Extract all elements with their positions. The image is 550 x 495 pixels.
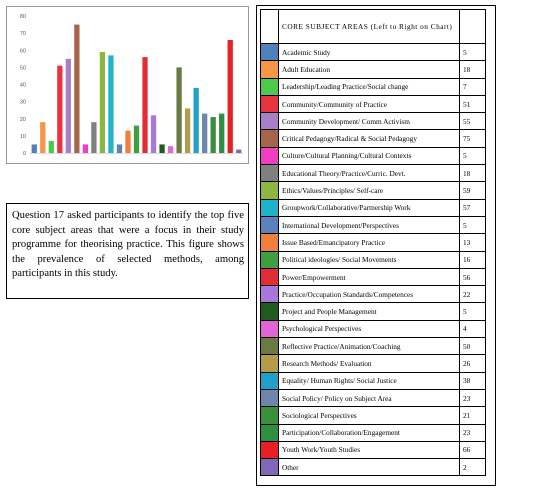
legend-label: Psychological Perspectives xyxy=(279,320,460,337)
legend-swatch-cell xyxy=(261,355,279,372)
bar-1 xyxy=(32,144,37,153)
legend-swatch xyxy=(261,200,278,216)
legend-label: Educational Theory/Practice/Curric. Devt. xyxy=(279,165,460,182)
legend-row xyxy=(261,182,486,199)
y-tick-label: 20 xyxy=(19,116,26,123)
legend-value: 22 xyxy=(460,286,486,303)
legend-swatch-cell xyxy=(261,251,279,268)
legend-label: Groupwork/Collaborative/Partnership Work xyxy=(279,199,460,216)
legend-label: Political ideologies/ Social Movements xyxy=(279,251,460,268)
legend-label: Adult Education xyxy=(279,61,460,78)
legend-row xyxy=(261,407,486,424)
legend-label: Critical Pedagogy/Radical & Social Pedagogy xyxy=(279,130,460,147)
legend-label: Youth Work/Youth Studies xyxy=(279,441,460,458)
legend-row xyxy=(261,147,486,164)
legend-label: Culture/Cultural Planning/Cultural Contexts xyxy=(279,147,460,164)
legend-value: 5 xyxy=(460,147,486,164)
legend-label: International Development/Perspectives xyxy=(279,216,460,233)
y-tick-label: 0 xyxy=(22,151,26,157)
legend-swatch-cell xyxy=(261,320,279,337)
legend-value: 4 xyxy=(460,320,486,337)
y-tick-label: 30 xyxy=(19,99,26,106)
legend-swatch-cell xyxy=(261,268,279,285)
legend-value: 5 xyxy=(460,216,486,233)
legend-row xyxy=(261,61,486,78)
legend-row xyxy=(261,113,486,130)
bar-9 xyxy=(100,52,105,153)
legend-swatch xyxy=(261,459,278,475)
legend-swatch xyxy=(261,79,278,95)
legend-swatch-cell xyxy=(261,389,279,406)
legend-swatch-cell xyxy=(261,372,279,389)
bar-3 xyxy=(49,141,54,153)
bar-13 xyxy=(134,126,139,153)
legend-label: Other xyxy=(279,459,460,476)
legend-row xyxy=(261,303,486,320)
legend-label: Power/Empowerment xyxy=(279,268,460,285)
bar-7 xyxy=(83,144,88,153)
legend-row xyxy=(261,424,486,441)
legend-value: 57 xyxy=(460,199,486,216)
bar-8 xyxy=(91,122,96,153)
legend-swatch-cell xyxy=(261,459,279,476)
y-tick-label: 10 xyxy=(19,133,26,140)
legend-swatch-cell xyxy=(261,147,279,164)
legend-value: 16 xyxy=(460,251,486,268)
legend-value: 50 xyxy=(460,338,486,355)
legend-swatch-cell xyxy=(261,130,279,147)
legend-value: 55 xyxy=(460,113,486,130)
legend-swatch xyxy=(261,234,278,250)
legend-row xyxy=(261,338,486,355)
legend-swatch xyxy=(261,338,278,354)
y-tick-label: 60 xyxy=(19,48,26,55)
legend-label: Reflective Practice/Animation/Coaching xyxy=(279,338,460,355)
legend-swatch-cell xyxy=(261,78,279,95)
legend-swatch-cell xyxy=(261,286,279,303)
legend-swatch-cell xyxy=(261,424,279,441)
legend-swatch-cell xyxy=(261,44,279,61)
legend-label: Research Methods/ Evaluation xyxy=(279,355,460,372)
legend-label: Academic Study xyxy=(279,44,460,61)
legend-row xyxy=(261,251,486,268)
legend-swatch xyxy=(261,286,278,302)
legend-swatch xyxy=(261,303,278,319)
legend-swatch xyxy=(261,442,278,458)
legend-swatch xyxy=(261,425,278,441)
legend-value: 2 xyxy=(460,459,486,476)
legend-value: 56 xyxy=(460,268,486,285)
legend-value: 5 xyxy=(460,303,486,320)
y-tick-label: 40 xyxy=(19,82,26,89)
legend-row xyxy=(261,441,486,458)
legend-swatch-cell xyxy=(261,234,279,251)
legend-value: 75 xyxy=(460,130,486,147)
legend-swatch-cell xyxy=(261,113,279,130)
legend-row xyxy=(261,286,486,303)
legend-swatch xyxy=(261,130,278,146)
legend-swatch-cell xyxy=(261,95,279,112)
legend-swatch xyxy=(261,61,278,77)
legend-row xyxy=(261,372,486,389)
legend-swatch-cell xyxy=(261,61,279,78)
bar-11 xyxy=(117,144,122,153)
bar-18 xyxy=(176,67,181,153)
legend-row xyxy=(261,216,486,233)
legend-swatch xyxy=(261,355,278,371)
legend-value: 23 xyxy=(460,389,486,406)
legend-value: 59 xyxy=(460,182,486,199)
legend-value: 38 xyxy=(460,372,486,389)
legend-swatch xyxy=(261,44,278,60)
legend-label: Project and People Management xyxy=(279,303,460,320)
legend-swatch xyxy=(261,269,278,285)
legend-label: Participation/Collaboration/Engagement xyxy=(279,424,460,441)
bar-12 xyxy=(125,131,130,153)
legend-swatch-cell xyxy=(261,165,279,182)
legend-swatch-cell xyxy=(261,199,279,216)
legend-header: CORE SUBJECT AREAS (Left to Right on Chart) xyxy=(279,10,460,44)
legend-value: 51 xyxy=(460,95,486,112)
legend-swatch-cell xyxy=(261,303,279,320)
bar-25 xyxy=(236,150,241,153)
legend-row xyxy=(261,459,486,476)
legend-label: Community/Community of Practice xyxy=(279,95,460,112)
legend-swatch-cell xyxy=(261,182,279,199)
legend-value: 66 xyxy=(460,441,486,458)
legend-row xyxy=(261,130,486,147)
bar-2 xyxy=(40,122,45,153)
caption-box xyxy=(6,203,249,299)
legend-label: Leadership/Leading Practice/Social change xyxy=(279,78,460,95)
legend-row xyxy=(261,165,486,182)
legend-swatch-cell xyxy=(261,338,279,355)
legend-value: 21 xyxy=(460,407,486,424)
y-tick-label: 50 xyxy=(19,65,26,72)
legend-value: 23 xyxy=(460,424,486,441)
legend-swatch xyxy=(261,165,278,181)
bar-15 xyxy=(151,115,156,153)
legend-label: Practice/Occupation Standards/Competences xyxy=(279,286,460,303)
bar-10 xyxy=(108,55,113,153)
legend-label: Community Development/ Comm Activism xyxy=(279,113,460,130)
bar-23 xyxy=(219,114,224,153)
legend-row xyxy=(261,95,486,112)
legend-panel xyxy=(256,5,496,486)
legend-swatch xyxy=(261,407,278,423)
legend-swatch-cell xyxy=(261,441,279,458)
legend-row xyxy=(261,389,486,406)
legend-row xyxy=(261,78,486,95)
caption-text: Question 17 asked participants to identify the top five core subject areas that were a focus in their study programme for theorising practice. This figure shows the prevalence of selected methods, among participants in this study. xyxy=(12,210,244,279)
legend-row xyxy=(261,320,486,337)
legend-swatch xyxy=(261,373,278,389)
bar-20 xyxy=(194,88,199,153)
legend-swatch xyxy=(261,217,278,233)
bar-chart xyxy=(7,7,248,163)
bar-24 xyxy=(228,40,233,153)
legend-row xyxy=(261,199,486,216)
legend-row xyxy=(261,268,486,285)
legend-swatch xyxy=(261,113,278,129)
legend-value: 13 xyxy=(460,234,486,251)
legend-label: Sociological Perspectives xyxy=(279,407,460,424)
chart-panel xyxy=(6,6,249,164)
bar-14 xyxy=(142,57,147,153)
legend-value: 7 xyxy=(460,78,486,95)
legend-label: Equality/ Human Rights/ Social Justice xyxy=(279,372,460,389)
header-swatch-cell xyxy=(261,10,279,44)
header-value-cell xyxy=(460,10,486,44)
legend-swatch xyxy=(261,96,278,112)
legend-value: 5 xyxy=(460,44,486,61)
legend-row xyxy=(261,355,486,372)
legend-row xyxy=(261,234,486,251)
legend-value: 26 xyxy=(460,355,486,372)
legend-label: Ethics/Values/Principles/ Self-care xyxy=(279,182,460,199)
bar-22 xyxy=(211,117,216,153)
legend-swatch xyxy=(261,182,278,198)
bar-19 xyxy=(185,108,190,153)
legend-table xyxy=(260,9,486,476)
bar-6 xyxy=(74,25,79,153)
legend-swatch xyxy=(261,321,278,337)
legend-swatch xyxy=(261,390,278,406)
legend-swatch-cell xyxy=(261,216,279,233)
bar-4 xyxy=(57,66,62,153)
legend-label: Issue Based/Emancipatory Practice xyxy=(279,234,460,251)
y-tick-label: 70 xyxy=(19,31,26,38)
legend-value: 18 xyxy=(460,165,486,182)
legend-swatch xyxy=(261,148,278,164)
bar-21 xyxy=(202,114,207,153)
y-tick-label: 80 xyxy=(19,14,26,20)
legend-label: Social Policy/ Policy on Subject Area xyxy=(279,389,460,406)
legend-swatch xyxy=(261,252,278,268)
legend-swatch-cell xyxy=(261,407,279,424)
bar-16 xyxy=(159,144,164,153)
legend-header-row xyxy=(261,10,486,44)
bar-17 xyxy=(168,146,173,153)
legend-row xyxy=(261,44,486,61)
bar-5 xyxy=(66,59,71,153)
legend-value: 18 xyxy=(460,61,486,78)
